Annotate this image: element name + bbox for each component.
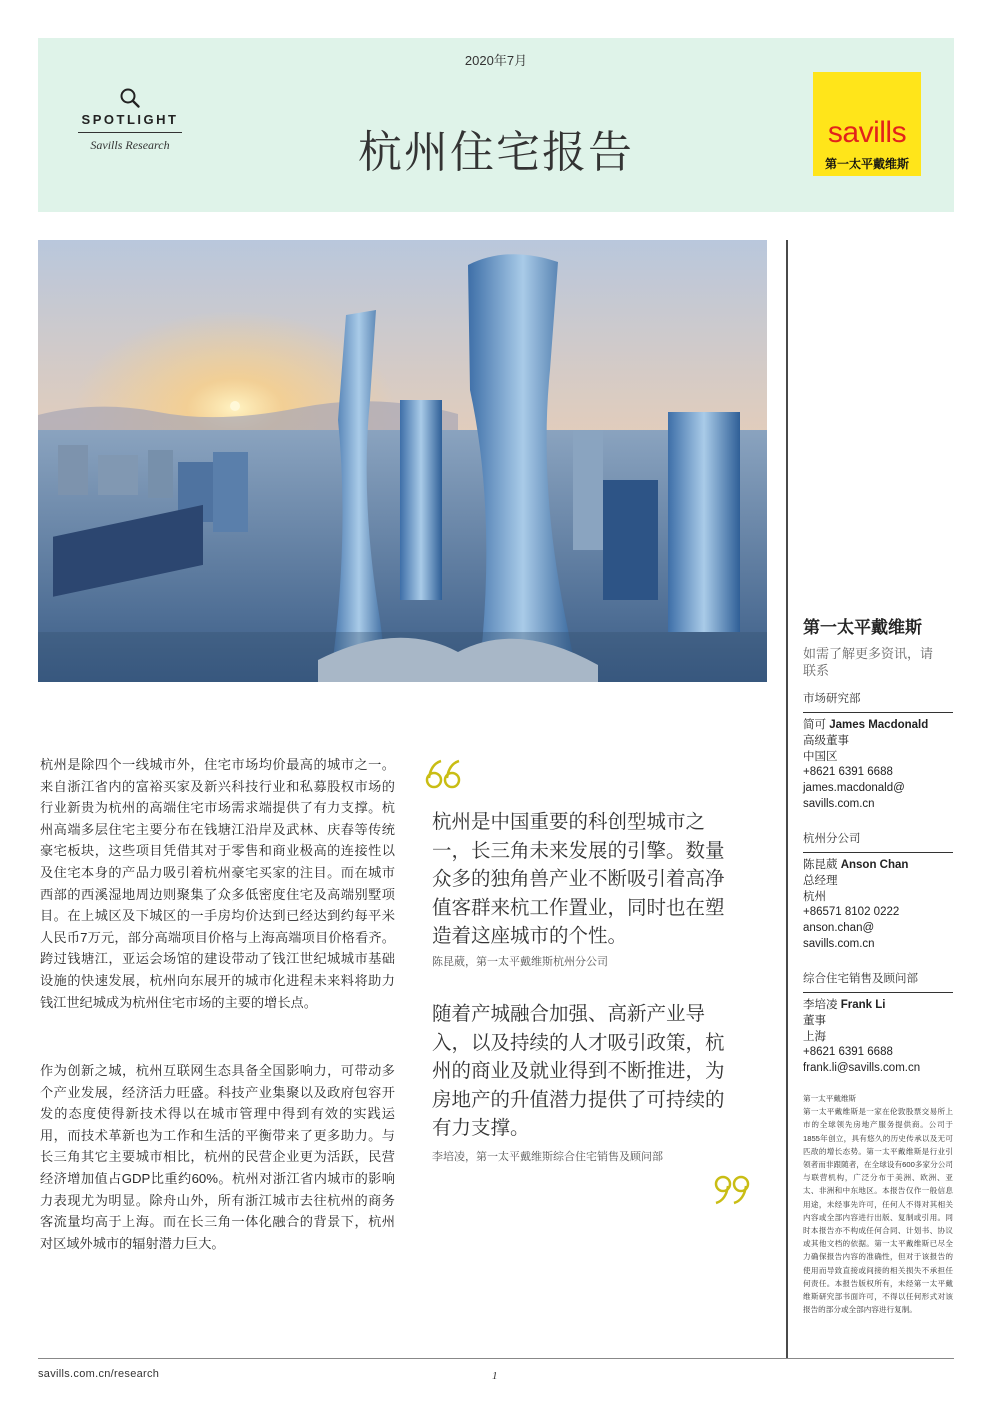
contact-email[interactable]: anson.chan@ [803,922,875,935]
contact-name-cn: 陈昆葳 [803,859,838,871]
footer-link[interactable]: savills.com.cn/research [38,1368,160,1380]
pull-quote-2: 随着产城融合加强、高新产业导入，以及持续的人才吸引政策，杭州的商业及就业得到不断推进，为房地产的升值潜力提供了可持续的有力支撑。 [432,1003,725,1139]
contact-location: 上海 [803,1030,826,1043]
sidebar-title: 第一太平戴维斯 [803,618,922,637]
spotlight-label: SPOTLIGHT [78,112,182,133]
hero-image-skyline [38,240,767,682]
open-quote-icon [425,758,465,790]
contact-name-cn: 简可 [803,719,826,731]
body-paragraph-2: 作为创新之城，杭州互联网生态具备全国影响力，可带动多个产业发展，经济活力旺盛。科技产业集聚以及政府包容开发的态度使得新技术得以在城市管理中得到有效的实践运用，而技术革新也为工作和生活的平衡带来了更多助力。与长三角其它主要城市相比，杭州的民营企业更为活跃，民营经济增加值占GDP比重约60%。杭州对浙江省内城市的影响力表现尤为明显。除舟山外，所有浙江城市去往杭州的商务客流量均高于上海。而在长三角一体化融合的背景下，杭州对区域外城市的辐射潜力巨大。 [40,1063,395,1251]
page-title: 杭州住宅报告 [358,128,634,177]
contact-card [803,718,953,813]
report-date: 2020年7月 [464,53,528,68]
footer-divider [38,1358,954,1359]
body-paragraph-1: 杭州是除四个一线城市外，住宅市场均价最高的城市之一。来自浙江省内的富裕买家及新兴科技行业和私募股权市场的行业新贵为杭州的高端住宅市场需求端提供了有力支撑。杭州高端多层住宅主要分布在钱塘江沿岸及武林、庆春等传统豪宅板块，这些项目凭借其对于零售和商业极高的连接性以及住宅本身的产品力吸引着杭州豪宅买家的注目。而在城市西部的西溪湿地周边则聚集了众多低密度住宅及高端别墅项目。在上城区及下城区的一手房均价达到已经达到约每平米人民币7万元，部分高端项目价格与上海高端项目价格看齐。跨过钱塘江，亚运会场馆的建设带动了钱江世纪城城市基础设施的快速发展，杭州向东展开的城市化进程未来料将助力钱江世纪城成为杭州住宅市场的主要的增长点。 [40,757,395,1010]
about-text: 第一太平戴维斯是一家在伦敦股票交易所上市的全球领先房地产服务提供商。公司于1855年创立，具有悠久的历史传承以及无可匹敌的增长态势。第一太平戴维斯是行业引领者而非跟随者，在全球设有600多家分公司与联营机构，广泛分布于美洲、欧洲、亚太、非洲和中东地区。本报告仅作一般信息用途，未经事先许可，任何人不得对其相关内容或全部内容进行出版、复制或引用。同时本报告亦不构成任何合同、计划书、协议或其他文档的依据。第一太平戴维斯已尽全力确保报告内容的准确性，但对于该报告的使用而导致直接或间接的相关损失不承担任何责任。本报告版权所有，未经第一太平戴维斯研究部书面许可，不得以任何形式对该报告的部分或全部内容进行复制。 [803,1107,953,1315]
contact-name-en: Anson Chan [840,859,909,871]
logo-chinese-name: 第一太平戴维斯 [824,157,909,171]
contact-name-en: James Macdonald [829,719,929,731]
contact-group-research [803,690,953,813]
contact-name [803,718,953,734]
column-divider [786,240,788,1358]
contact-name-en: Frank Li [840,999,886,1011]
logo-wordmark: savills [827,116,907,149]
contact-name-cn: 李培凌 [803,999,838,1011]
contact-name [803,998,953,1014]
contact-location: 杭州 [803,890,826,903]
pull-quote-1: 杭州是中国重要的科创型城市之一，长三角未来发展的引擎。数量众多的独角兽产业不断吸引着高净值客群来杭工作置业，同时也在塑造着这座城市的个性。 [432,811,725,947]
contact-card [803,998,953,1077]
contact-email[interactable]: james.macdonald@ [803,782,905,795]
contact-email[interactable]: frank.li@savills.com.cn [803,1062,921,1075]
contact-role: 高级董事 [803,734,849,747]
department-label: 综合住宅销售及顾问部 [803,970,953,993]
contact-phone[interactable]: +86571 8102 0222 [803,906,900,919]
department-label: 市场研究部 [803,690,953,713]
contact-group-hangzhou [803,830,953,953]
close-quote-icon [712,1174,752,1206]
research-label: Savills Research [90,138,170,152]
contact-name [803,858,953,874]
about-title: 第一太平戴维斯 [803,1094,857,1103]
department-label: 杭州分公司 [803,830,953,853]
contact-phone[interactable]: +8621 6391 6688 [803,766,893,779]
quote-1-citation: 陈昆葳，第一太平戴维斯杭州分公司 [432,956,608,968]
savills-logo [813,72,921,176]
contact-group-residential [803,970,953,1077]
contact-role: 总经理 [803,874,838,887]
header-banner [38,38,954,212]
contact-role: 董事 [803,1014,826,1027]
search-icon [118,86,142,110]
about-savills [803,1092,953,1316]
contact-location: 中国区 [803,750,838,763]
sidebar-subtitle: 如需了解更多资讯，请联系 [803,646,934,678]
page-number: 1 [492,1370,498,1382]
contact-phone[interactable]: +8621 6391 6688 [803,1046,893,1059]
contact-email-domain[interactable]: savills.com.cn [803,937,875,950]
quote-2-citation: 李培凌，第一太平戴维斯综合住宅销售及顾问部 [432,1151,663,1163]
contact-card [803,858,953,953]
contact-email-domain[interactable]: savills.com.cn [803,797,875,810]
